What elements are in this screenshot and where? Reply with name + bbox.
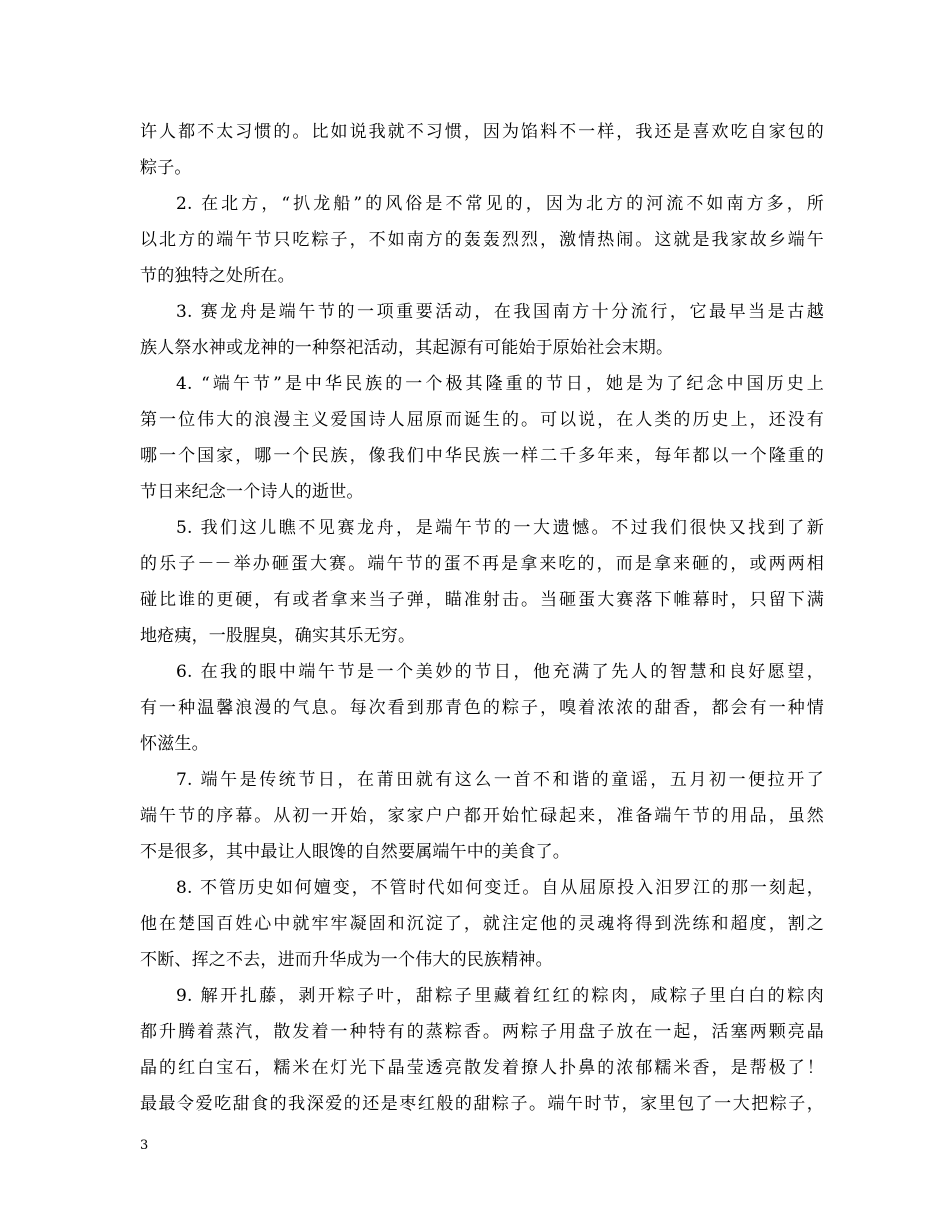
- text-line: 9. 解开扎藤，剥开粽子叶，甜粽子里藏着红红的粽肉，咸粽子里白白的粽肉: [176, 986, 824, 1006]
- text-line: 2. 在北方，“扒龙船”的风俗是不常见的，因为北方的河流不如南方多，所: [176, 194, 824, 214]
- text-line: 地疮痍，一股腥臭，确实其乐无穷。: [140, 626, 416, 646]
- text-line: 5. 我们这儿瞧不见赛龙舟，是端午节的一大遗憾。不过我们很快又找到了新: [176, 518, 824, 538]
- text-line: 哪一个国家，哪一个民族，像我们中华民族一样二千多年来，每年都以一个隆重的: [140, 446, 824, 466]
- text-line: 族人祭水神或龙神的一种祭祀活动，其起源有可能始于原始社会末期。: [140, 338, 674, 358]
- page-number: 3: [140, 1138, 149, 1153]
- text-line: 晶的红白宝石，糯米在灯光下晶莹透亮散发着撩人扑鼻的浓郁糯米香，是帮极了！: [140, 1058, 824, 1078]
- text-line: 他在楚国百姓心中就牢牢凝固和沉淀了，就注定他的灵魂将得到洗练和超度，割之: [140, 914, 824, 934]
- text-line: 不是很多，其中最让人眼馋的自然要属端午中的美食了。: [140, 842, 570, 862]
- text-line: 4. “端午节”是中华民族的一个极其隆重的节日，她是为了纪念中国历史上: [176, 374, 824, 394]
- text-line: 第一位伟大的浪漫主义爱国诗人屈原而诞生的。可以说，在人类的历史上，还没有: [140, 410, 824, 430]
- document-body: [140, 114, 824, 1122]
- text-line: 都升腾着蒸汽，散发着一种特有的蒸粽香。两粽子用盘子放在一起，活塞两颗亮晶: [140, 1022, 824, 1042]
- text-line: 节日来纪念一个诗人的逝世。: [140, 482, 364, 502]
- text-line: 许人都不太习惯的。比如说我就不习惯，因为馅料不一样，我还是喜欢吃自家包的: [140, 122, 824, 142]
- text-line: 6. 在我的眼中端午节是一个美妙的节日，他充满了先人的智慧和良好愿望，: [176, 662, 824, 682]
- text-line: 端午节的序幕。从初一开始，家家户户都开始忙碌起来，准备端午节的用品，虽然: [140, 806, 824, 826]
- text-line: 以北方的端午节只吃粽子，不如南方的轰轰烈烈，激情热闹。这就是我家故乡端午: [140, 230, 824, 250]
- text-line: 碰比谁的更硬，有或者拿来当子弹，瞄准射击。当砸蛋大赛落下帷幕时，只留下满: [140, 590, 824, 610]
- text-line: 怀滋生。: [140, 734, 209, 754]
- text-line: 的乐子－－举办砸蛋大赛。端午节的蛋不再是拿来吃的，而是拿来砸的，或两两相: [140, 554, 824, 574]
- text-line: 7. 端午是传统节日，在莆田就有这么一首不和谐的童谣，五月初一便拉开了: [176, 770, 824, 790]
- text-line: 有一种温馨浪漫的气息。每次看到那青色的粽子，嗅着浓浓的甜香，都会有一种情: [140, 698, 824, 718]
- text-line: 8. 不管历史如何嬗变，不管时代如何变迁。自从屈原投入汨罗江的那一刻起，: [176, 878, 824, 898]
- text-line: 最最令爱吃甜食的我深爱的还是枣红般的甜粽子。端午时节，家里包了一大把粽子，: [140, 1094, 824, 1114]
- text-line: 3. 赛龙舟是端午节的一项重要活动，在我国南方十分流行，它最早当是古越: [176, 302, 824, 322]
- text-line: 节的独特之处所在。: [140, 266, 295, 286]
- text-line: 不断、挥之不去，进而升华成为一个伟大的民族精神。: [140, 950, 553, 970]
- text-line: 粽子。: [140, 158, 192, 178]
